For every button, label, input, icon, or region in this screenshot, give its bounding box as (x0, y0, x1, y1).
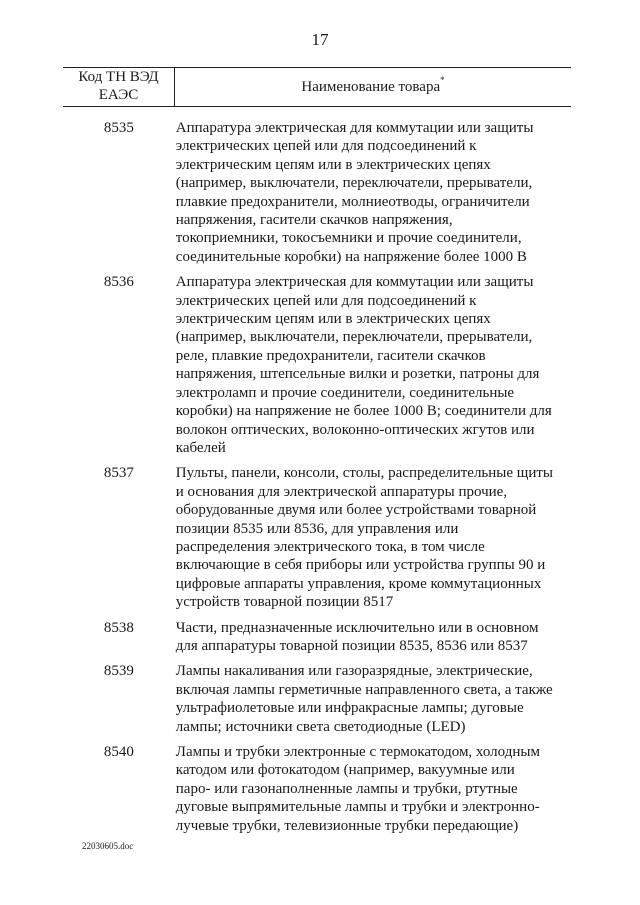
description-line: ультрафиолетовые или инфракрасные лампы; дуговые (175, 700, 524, 717)
hs-code: 8537 (103, 465, 134, 482)
description-line: реле, плавкие предохранители, гасители скачков (175, 347, 486, 364)
hs-code: 8536 (103, 274, 134, 291)
column-header-name-text: Наименование товара (301, 79, 441, 95)
description-line: Части, предназначенные исключительно или в основном (175, 619, 539, 636)
hs-code: 8539 (103, 663, 134, 680)
description-line: электрическим цепям или в электрических цепях (175, 311, 491, 328)
footer-file-name: 22030605.doc (82, 841, 134, 851)
description-line: позиции 8535 или 8536, для управления или (175, 520, 459, 537)
description-line: Лампы накаливания или газоразрядные, электрические, (175, 663, 533, 680)
description-line: лучевые трубки, телевизионные трубки передающие) (175, 817, 519, 834)
description-line: электроламп и прочие соединители, соединительные (175, 384, 515, 401)
table-row (63, 273, 571, 457)
hs-code: 8535 (103, 120, 134, 136)
description-line: Пульты, панели, консоли, столы, распределительные щиты (175, 465, 554, 482)
column-header-code-line1: Код ТН ВЭД (78, 69, 159, 85)
description-line: паро- или газонаполненные лампы и трубки, ртутные (175, 780, 518, 797)
table-row (63, 119, 571, 266)
description-line: токоприемники, токосъемники и прочие соединители, (175, 230, 522, 247)
description-line: плавкие предохранители, молниеотводы, ограничители (175, 193, 530, 210)
goods-description (175, 273, 571, 457)
table-row (63, 619, 571, 656)
description-line: напряжения, гасители скачков напряжения, (175, 212, 453, 229)
hs-code: 8540 (103, 744, 134, 760)
description-line: цифровые аппараты управления, кроме коммутационных (175, 575, 542, 592)
column-header-code (63, 68, 174, 104)
description-line: напряжения, штепсельные вилки и розетки, патроны для (175, 366, 540, 383)
description-line: для аппаратуры товарной позиции 8535, 8536 или 8537 (175, 637, 528, 654)
table-row (63, 743, 571, 835)
goods-description (175, 464, 571, 611)
table-row (63, 464, 571, 611)
description-line: Аппаратура электрическая для коммутации или защиты (175, 274, 534, 291)
description-line: кабелей (175, 439, 226, 456)
page-number: 17 (311, 30, 329, 49)
description-line: волокон оптических, волоконно-оптических жгутов или (175, 421, 535, 438)
description-line: и основания для электрической аппаратуры прочие, (175, 483, 508, 500)
goods-description (175, 619, 571, 656)
description-line: электрическим цепям или в электрических цепях (175, 156, 491, 173)
table-row (63, 662, 571, 736)
description-line: Лампы и трубки электронные с термокатодом, холодным (175, 744, 540, 760)
description-line: включающие в себя приборы или устройства группы 90 и (175, 557, 546, 574)
column-header-name (175, 77, 571, 96)
description-line: (например, выключатели, переключатели, прерыватели, (175, 329, 533, 346)
table-header-bottom-rule (63, 106, 571, 107)
column-header-code-line2: ЕАЭС (98, 87, 139, 103)
description-line: электрических цепей или для подсоединений к (175, 138, 477, 155)
description-line: устройств товарной позиции 8517 (175, 594, 394, 611)
footnote-mark: * (440, 75, 445, 85)
description-line: Аппаратура электрическая для коммутации или защиты (175, 120, 534, 136)
goods-description (175, 743, 571, 835)
description-line: соединительные коробки) на напряжение более 1000 В (175, 248, 527, 265)
description-line: включая лампы герметичные направленного света, а также (175, 681, 553, 698)
goods-table-body (63, 119, 571, 842)
description-line: распределения электрического тока, в том числе (175, 538, 485, 555)
description-line: лампы; источники света светодиодные (LED) (175, 718, 466, 735)
description-line: катодом или фотокатодом (например, вакуумные или (175, 762, 515, 779)
description-line: электрических цепей или для подсоединений к (175, 292, 477, 309)
description-line: (например, выключатели, переключатели, прерыватели, (175, 175, 533, 192)
goods-description (175, 119, 571, 266)
description-line: дуговые выпрямительные лампы и трубки и электронно- (175, 799, 540, 816)
hs-code: 8538 (103, 619, 134, 636)
description-line: оборудованные двумя или более устройствами товарной (175, 502, 537, 519)
description-line: коробки) на напряжение не более 1000 В; соединители для (175, 403, 552, 420)
goods-description (175, 662, 571, 736)
